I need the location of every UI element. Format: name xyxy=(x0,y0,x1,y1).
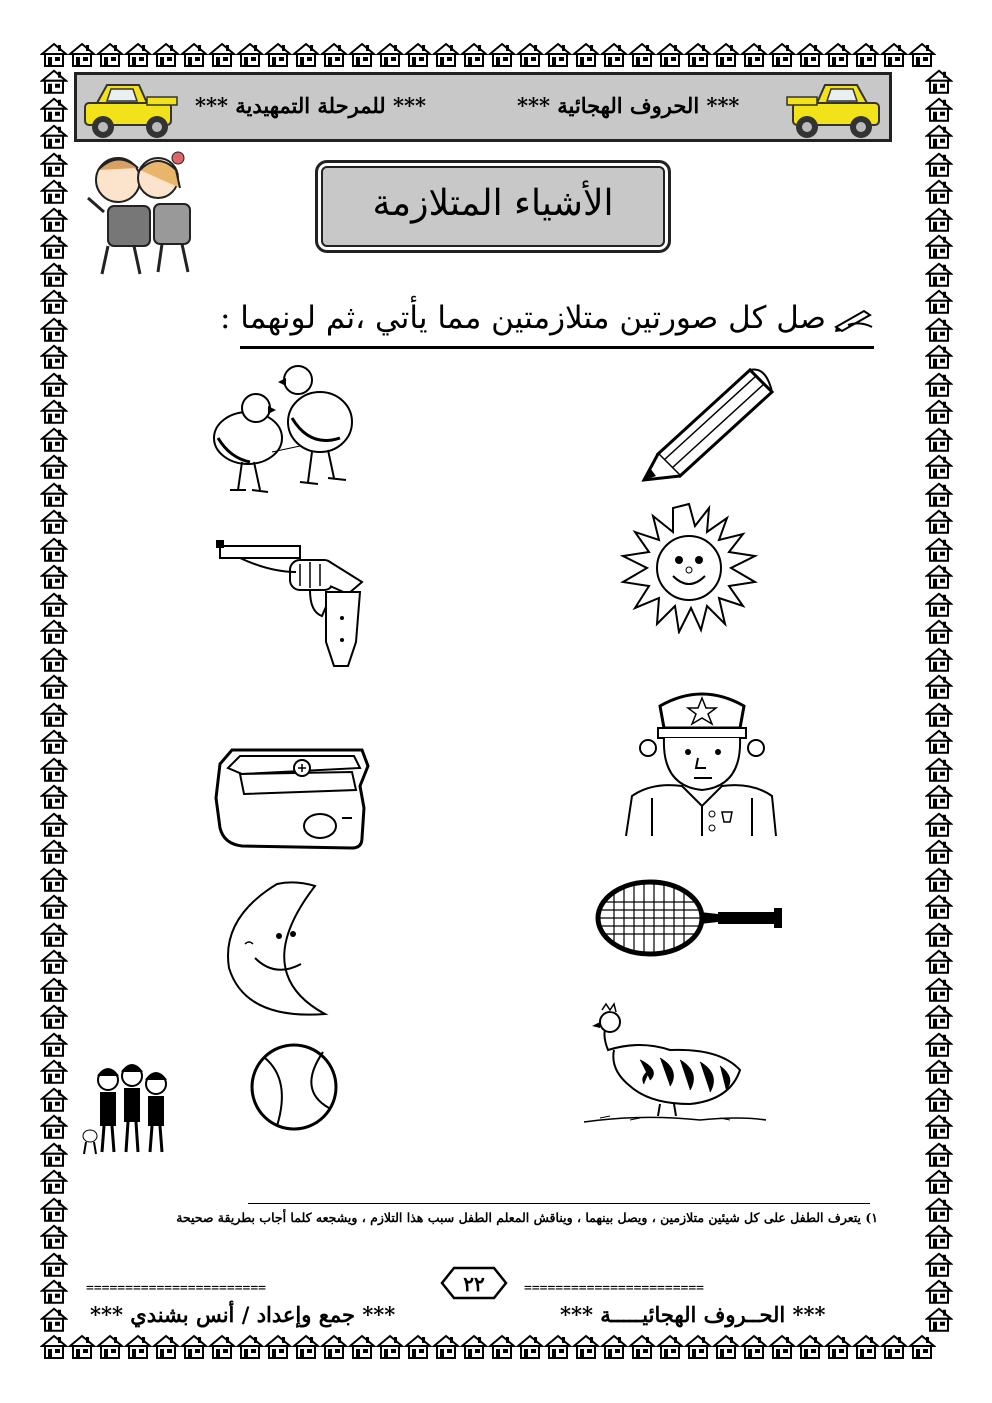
house-border-icon xyxy=(740,42,768,68)
house-border-icon xyxy=(796,42,824,68)
house-border-icon xyxy=(152,1334,180,1360)
house-border-icon xyxy=(656,42,684,68)
house-border-icon xyxy=(40,646,68,674)
house-border-icon xyxy=(40,1003,68,1031)
house-border-icon xyxy=(488,42,516,68)
house-border-icon xyxy=(180,1334,208,1360)
house-border-icon xyxy=(925,673,953,701)
footer-subject: *** الحــروف الهجائيـــــة *** xyxy=(560,1302,826,1327)
house-border-icon xyxy=(925,1196,953,1224)
house-border-icon xyxy=(40,756,68,784)
house-border-icon xyxy=(925,591,953,619)
house-border-icon xyxy=(600,42,628,68)
house-border-icon xyxy=(40,371,68,399)
sun-image[interactable] xyxy=(617,502,761,634)
house-border-icon xyxy=(40,1168,68,1196)
house-border-icon xyxy=(925,866,953,894)
house-border-icon xyxy=(925,96,953,124)
house-border-icon xyxy=(925,563,953,591)
house-border-icon xyxy=(348,42,376,68)
truck-icon xyxy=(777,77,887,141)
house-border-icon xyxy=(180,42,208,68)
border-left xyxy=(40,68,68,1334)
house-border-icon xyxy=(236,1334,264,1360)
house-border-icon xyxy=(925,1168,953,1196)
house-border-icon xyxy=(880,1334,908,1360)
house-border-icon xyxy=(40,343,68,371)
house-border-icon xyxy=(40,618,68,646)
house-border-icon xyxy=(712,1334,740,1360)
house-border-icon xyxy=(925,1251,953,1279)
house-border-icon xyxy=(925,1141,953,1169)
house-border-icon xyxy=(292,42,320,68)
footer-author: *** جمع وإعداد / أنس بشندي *** xyxy=(90,1302,396,1327)
house-border-icon xyxy=(852,1334,880,1360)
footer-divider-left: ======================= xyxy=(86,1281,267,1296)
house-border-icon xyxy=(40,96,68,124)
house-border-icon xyxy=(264,42,292,68)
house-border-icon xyxy=(40,233,68,261)
house-border-icon xyxy=(925,948,953,976)
page-number: ٢٢ xyxy=(463,1272,485,1296)
house-border-icon xyxy=(40,68,68,96)
house-border-icon xyxy=(40,591,68,619)
pencil-sharpener-image[interactable] xyxy=(212,728,374,852)
header-subject: *** الحروف الهجائية *** xyxy=(517,93,740,118)
house-border-icon xyxy=(124,42,152,68)
house-border-icon xyxy=(40,783,68,811)
kids-group-image xyxy=(80,1058,180,1158)
house-border-icon xyxy=(852,42,880,68)
house-border-icon xyxy=(40,948,68,976)
house-border-icon xyxy=(925,206,953,234)
house-border-icon xyxy=(376,1334,404,1360)
house-border-icon xyxy=(925,1086,953,1114)
house-border-icon xyxy=(925,233,953,261)
tennis-ball-image[interactable] xyxy=(247,1040,341,1134)
house-border-icon xyxy=(925,536,953,564)
house-border-icon xyxy=(600,1334,628,1360)
house-border-icon xyxy=(925,811,953,839)
house-border-icon xyxy=(925,1223,953,1251)
header-level: *** للمرحلة التمهيدية *** xyxy=(195,93,426,118)
pencil-image[interactable] xyxy=(640,362,778,482)
house-border-icon xyxy=(40,728,68,756)
house-border-icon xyxy=(908,42,936,68)
house-border-icon xyxy=(740,1334,768,1360)
house-border-icon xyxy=(488,1334,516,1360)
house-border-icon xyxy=(40,536,68,564)
house-border-icon xyxy=(925,178,953,206)
house-border-icon xyxy=(925,453,953,481)
instruction-text: صل كل صورتين متلازمتين مما يأتي ،ثم لونهما : xyxy=(219,300,826,336)
house-border-icon xyxy=(40,673,68,701)
page-title: الأشياء المتلازمة xyxy=(372,183,614,224)
house-border-icon xyxy=(40,123,68,151)
house-border-icon xyxy=(768,42,796,68)
house-border-icon xyxy=(925,756,953,784)
house-border-icon xyxy=(404,1334,432,1360)
house-border-icon xyxy=(432,42,460,68)
house-border-icon xyxy=(40,976,68,1004)
house-border-icon xyxy=(40,151,68,179)
house-border-icon xyxy=(516,42,544,68)
house-border-icon xyxy=(824,42,852,68)
kids-with-backpacks-image xyxy=(78,148,200,278)
house-border-icon xyxy=(348,1334,376,1360)
house-border-icon xyxy=(925,1058,953,1086)
house-border-icon xyxy=(925,151,953,179)
title-box xyxy=(315,160,671,253)
house-border-icon xyxy=(320,1334,348,1360)
house-border-icon xyxy=(544,1334,572,1360)
house-border-icon xyxy=(40,1306,68,1334)
house-border-icon xyxy=(208,42,236,68)
house-border-icon xyxy=(96,1334,124,1360)
truck-icon xyxy=(77,77,187,141)
house-border-icon xyxy=(572,42,600,68)
border-top xyxy=(40,42,955,68)
house-border-icon xyxy=(40,481,68,509)
house-border-icon xyxy=(40,288,68,316)
house-border-icon xyxy=(925,1306,953,1334)
house-border-icon xyxy=(824,1334,852,1360)
house-border-icon xyxy=(925,701,953,729)
house-border-icon xyxy=(208,1334,236,1360)
house-border-icon xyxy=(572,1334,600,1360)
border-right xyxy=(925,68,953,1334)
house-border-icon xyxy=(40,866,68,894)
chicks-image[interactable] xyxy=(200,358,365,498)
house-border-icon xyxy=(925,1031,953,1059)
house-border-icon xyxy=(68,1334,96,1360)
revolver-image[interactable] xyxy=(210,532,370,670)
house-border-icon xyxy=(684,42,712,68)
footnote-rule xyxy=(248,1203,870,1204)
house-border-icon xyxy=(460,1334,488,1360)
house-border-icon xyxy=(40,42,68,68)
house-border-icon xyxy=(40,261,68,289)
house-border-icon xyxy=(152,42,180,68)
house-border-icon xyxy=(925,976,953,1004)
house-border-icon xyxy=(40,1086,68,1114)
house-border-icon xyxy=(880,42,908,68)
house-border-icon xyxy=(544,42,572,68)
house-border-icon xyxy=(264,1334,292,1360)
house-border-icon xyxy=(404,42,432,68)
writing-hand-icon xyxy=(834,307,874,333)
house-border-icon xyxy=(796,1334,824,1360)
house-border-icon xyxy=(376,42,404,68)
house-border-icon xyxy=(236,42,264,68)
house-border-icon xyxy=(925,728,953,756)
house-border-icon xyxy=(68,42,96,68)
house-border-icon xyxy=(925,316,953,344)
house-border-icon xyxy=(908,1334,936,1360)
house-border-icon xyxy=(712,42,740,68)
house-border-icon xyxy=(40,893,68,921)
house-border-icon xyxy=(925,618,953,646)
house-border-icon xyxy=(124,1334,152,1360)
house-border-icon xyxy=(292,1334,320,1360)
house-border-icon xyxy=(925,508,953,536)
house-border-icon xyxy=(925,1113,953,1141)
house-border-icon xyxy=(925,123,953,151)
house-border-icon xyxy=(40,838,68,866)
house-border-icon xyxy=(40,453,68,481)
house-border-icon xyxy=(40,1223,68,1251)
house-border-icon xyxy=(925,343,953,371)
hen-image[interactable] xyxy=(580,1000,770,1128)
house-border-icon xyxy=(656,1334,684,1360)
house-border-icon xyxy=(628,42,656,68)
house-border-icon xyxy=(684,1334,712,1360)
house-border-icon xyxy=(40,1113,68,1141)
house-border-icon xyxy=(925,398,953,426)
tennis-racket-image[interactable] xyxy=(594,876,790,960)
house-border-icon xyxy=(40,398,68,426)
house-border-icon xyxy=(925,921,953,949)
instruction-line xyxy=(219,300,874,349)
police-officer-image[interactable] xyxy=(622,686,778,838)
house-border-icon xyxy=(40,1141,68,1169)
house-border-icon xyxy=(40,563,68,591)
house-border-icon xyxy=(40,1196,68,1224)
house-border-icon xyxy=(432,1334,460,1360)
footer-divider-right: ======================= xyxy=(524,1281,705,1296)
house-border-icon xyxy=(40,1058,68,1086)
house-border-icon xyxy=(768,1334,796,1360)
house-border-icon xyxy=(925,893,953,921)
border-bottom xyxy=(40,1334,955,1360)
house-border-icon xyxy=(925,371,953,399)
house-border-icon xyxy=(925,783,953,811)
house-border-icon xyxy=(40,1278,68,1306)
house-border-icon xyxy=(925,426,953,454)
house-border-icon xyxy=(40,426,68,454)
house-border-icon xyxy=(516,1334,544,1360)
house-border-icon xyxy=(40,206,68,234)
house-border-icon xyxy=(925,838,953,866)
house-border-icon xyxy=(628,1334,656,1360)
house-border-icon xyxy=(925,261,953,289)
house-border-icon xyxy=(40,1251,68,1279)
house-border-icon xyxy=(925,481,953,509)
house-border-icon xyxy=(925,1278,953,1306)
house-border-icon xyxy=(96,42,124,68)
house-border-icon xyxy=(40,508,68,536)
house-border-icon xyxy=(40,701,68,729)
header-banner xyxy=(74,72,892,142)
footnote: ١) يتعرف الطفل على كل شيئين متلازمين ، ويصل بينهما ، ويناقش المعلم الطفل سبب هذا التلازم ، ويشجعه كلما أجاب بطريقة صحيحة xyxy=(176,1210,878,1225)
house-border-icon xyxy=(40,316,68,344)
house-border-icon xyxy=(40,811,68,839)
house-border-icon xyxy=(40,178,68,206)
crescent-moon-image[interactable] xyxy=(215,878,340,1026)
house-border-icon xyxy=(925,646,953,674)
house-border-icon xyxy=(40,1031,68,1059)
house-border-icon xyxy=(40,921,68,949)
house-border-icon xyxy=(40,1334,68,1360)
house-border-icon xyxy=(925,1003,953,1031)
house-border-icon xyxy=(460,42,488,68)
house-border-icon xyxy=(320,42,348,68)
house-border-icon xyxy=(925,68,953,96)
house-border-icon xyxy=(925,288,953,316)
